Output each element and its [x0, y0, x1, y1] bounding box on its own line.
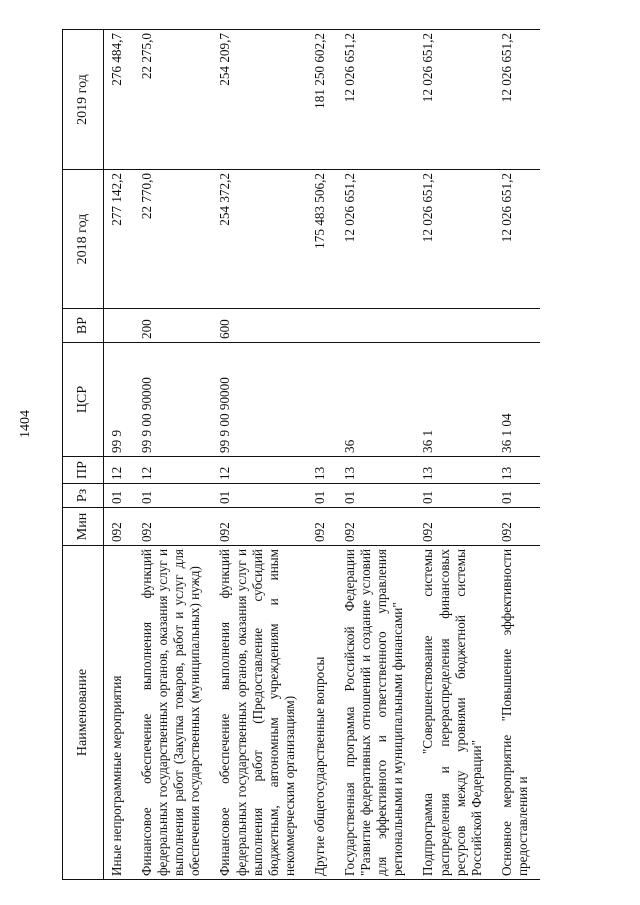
row-vr: 600: [212, 309, 306, 343]
table-row: [494, 30, 540, 880]
row-name: Иные непрограммные мероприятия: [104, 546, 135, 880]
row-2018: 254 372,2: [212, 170, 306, 309]
table-row: [337, 30, 415, 880]
row-pr: 13: [494, 457, 540, 484]
row-csr: 36 1: [415, 343, 493, 457]
row-2018: 12 026 651,2: [494, 170, 540, 309]
row-2019: 254 209,7: [212, 30, 306, 170]
row-rz: 01: [415, 484, 493, 508]
row-name: Финансовое обеспечение выполнения функций федеральных государственных органов, оказания услуг и выполнения работ (Предоставление субсидий бюджетным, автономным учреждениям и иным некоммерческим организациям): [212, 546, 306, 880]
row-vr: [415, 309, 493, 343]
row-min: 092: [337, 508, 415, 546]
table-row: [212, 30, 306, 880]
row-rz: 01: [494, 484, 540, 508]
row-name: Основное мероприятие "Повышение эффективности предоставления и: [494, 546, 540, 880]
row-2019: 12 026 651,2: [415, 30, 493, 170]
row-min: 092: [494, 508, 540, 546]
header-pr: ПР: [63, 457, 104, 484]
row-csr: 99 9 00 90000: [134, 343, 212, 457]
row-vr: [307, 309, 337, 343]
table-row: [307, 30, 337, 880]
row-2018: 175 483 506,2: [307, 170, 337, 309]
header-csr: ЦСР: [63, 343, 104, 457]
row-name: Государственная программа Российской Федерации "Развитие федеративных отношений и создание условий для эффективного и ответственного управления региональными и муниципальными финансами": [337, 546, 415, 880]
rotated-table-container: [62, 30, 612, 880]
row-name: Финансовое обеспечение выполнения функций федеральных государственных органов, оказания услуг и выполнения работ (Закупка товаров, работ и услуг для обеспечения государственных (муниципальных) нужд): [134, 546, 212, 880]
row-min: 092: [212, 508, 306, 546]
row-2018: 277 142,2: [104, 170, 135, 309]
row-2018: 12 026 651,2: [337, 170, 415, 309]
row-pr: 12: [212, 457, 306, 484]
row-min: 092: [134, 508, 212, 546]
row-pr: 12: [104, 457, 135, 484]
header-vr: ВР: [63, 309, 104, 343]
header-name: Наименование: [63, 546, 104, 880]
row-2019: 12 026 651,2: [494, 30, 540, 170]
row-vr: [337, 309, 415, 343]
row-csr: 99 9 00 90000: [212, 343, 306, 457]
row-vr: [104, 309, 135, 343]
row-pr: 12: [134, 457, 212, 484]
row-vr: [494, 309, 540, 343]
table-row: [104, 30, 135, 880]
page-number: 1404: [18, 410, 33, 438]
row-name: Подпрограмма "Совершенствование системы распределения и перераспределения финансовых ресурсов между уровнями бюджетной системы Российской Федерации": [415, 546, 493, 880]
row-csr: 36: [337, 343, 415, 457]
budget-table: [62, 29, 540, 880]
table-header-row: [63, 30, 104, 880]
row-pr: 13: [337, 457, 415, 484]
row-2018: 12 026 651,2: [415, 170, 493, 309]
row-2019: 12 026 651,2: [337, 30, 415, 170]
row-csr: [307, 343, 337, 457]
row-rz: 01: [212, 484, 306, 508]
table-row: [415, 30, 493, 880]
row-rz: 01: [307, 484, 337, 508]
row-2019: 181 250 602,2: [307, 30, 337, 170]
header-min: Мин: [63, 508, 104, 546]
row-vr: 200: [134, 309, 212, 343]
row-pr: 13: [307, 457, 337, 484]
row-pr: 13: [415, 457, 493, 484]
row-2019: 22 275,0: [134, 30, 212, 170]
row-csr: 36 1 04: [494, 343, 540, 457]
row-rz: 01: [337, 484, 415, 508]
row-min: 092: [104, 508, 135, 546]
row-min: 092: [307, 508, 337, 546]
row-rz: 01: [104, 484, 135, 508]
row-rz: 01: [134, 484, 212, 508]
row-csr: 99 9: [104, 343, 135, 457]
header-rz: Рз: [63, 484, 104, 508]
row-min: 092: [415, 508, 493, 546]
row-2018: 22 770,0: [134, 170, 212, 309]
header-2019: 2019 год: [63, 30, 104, 170]
row-2019: 276 484,7: [104, 30, 135, 170]
table-row: [134, 30, 212, 880]
header-2018: 2018 год: [63, 170, 104, 309]
row-name: Другие общегосударственные вопросы: [307, 546, 337, 880]
